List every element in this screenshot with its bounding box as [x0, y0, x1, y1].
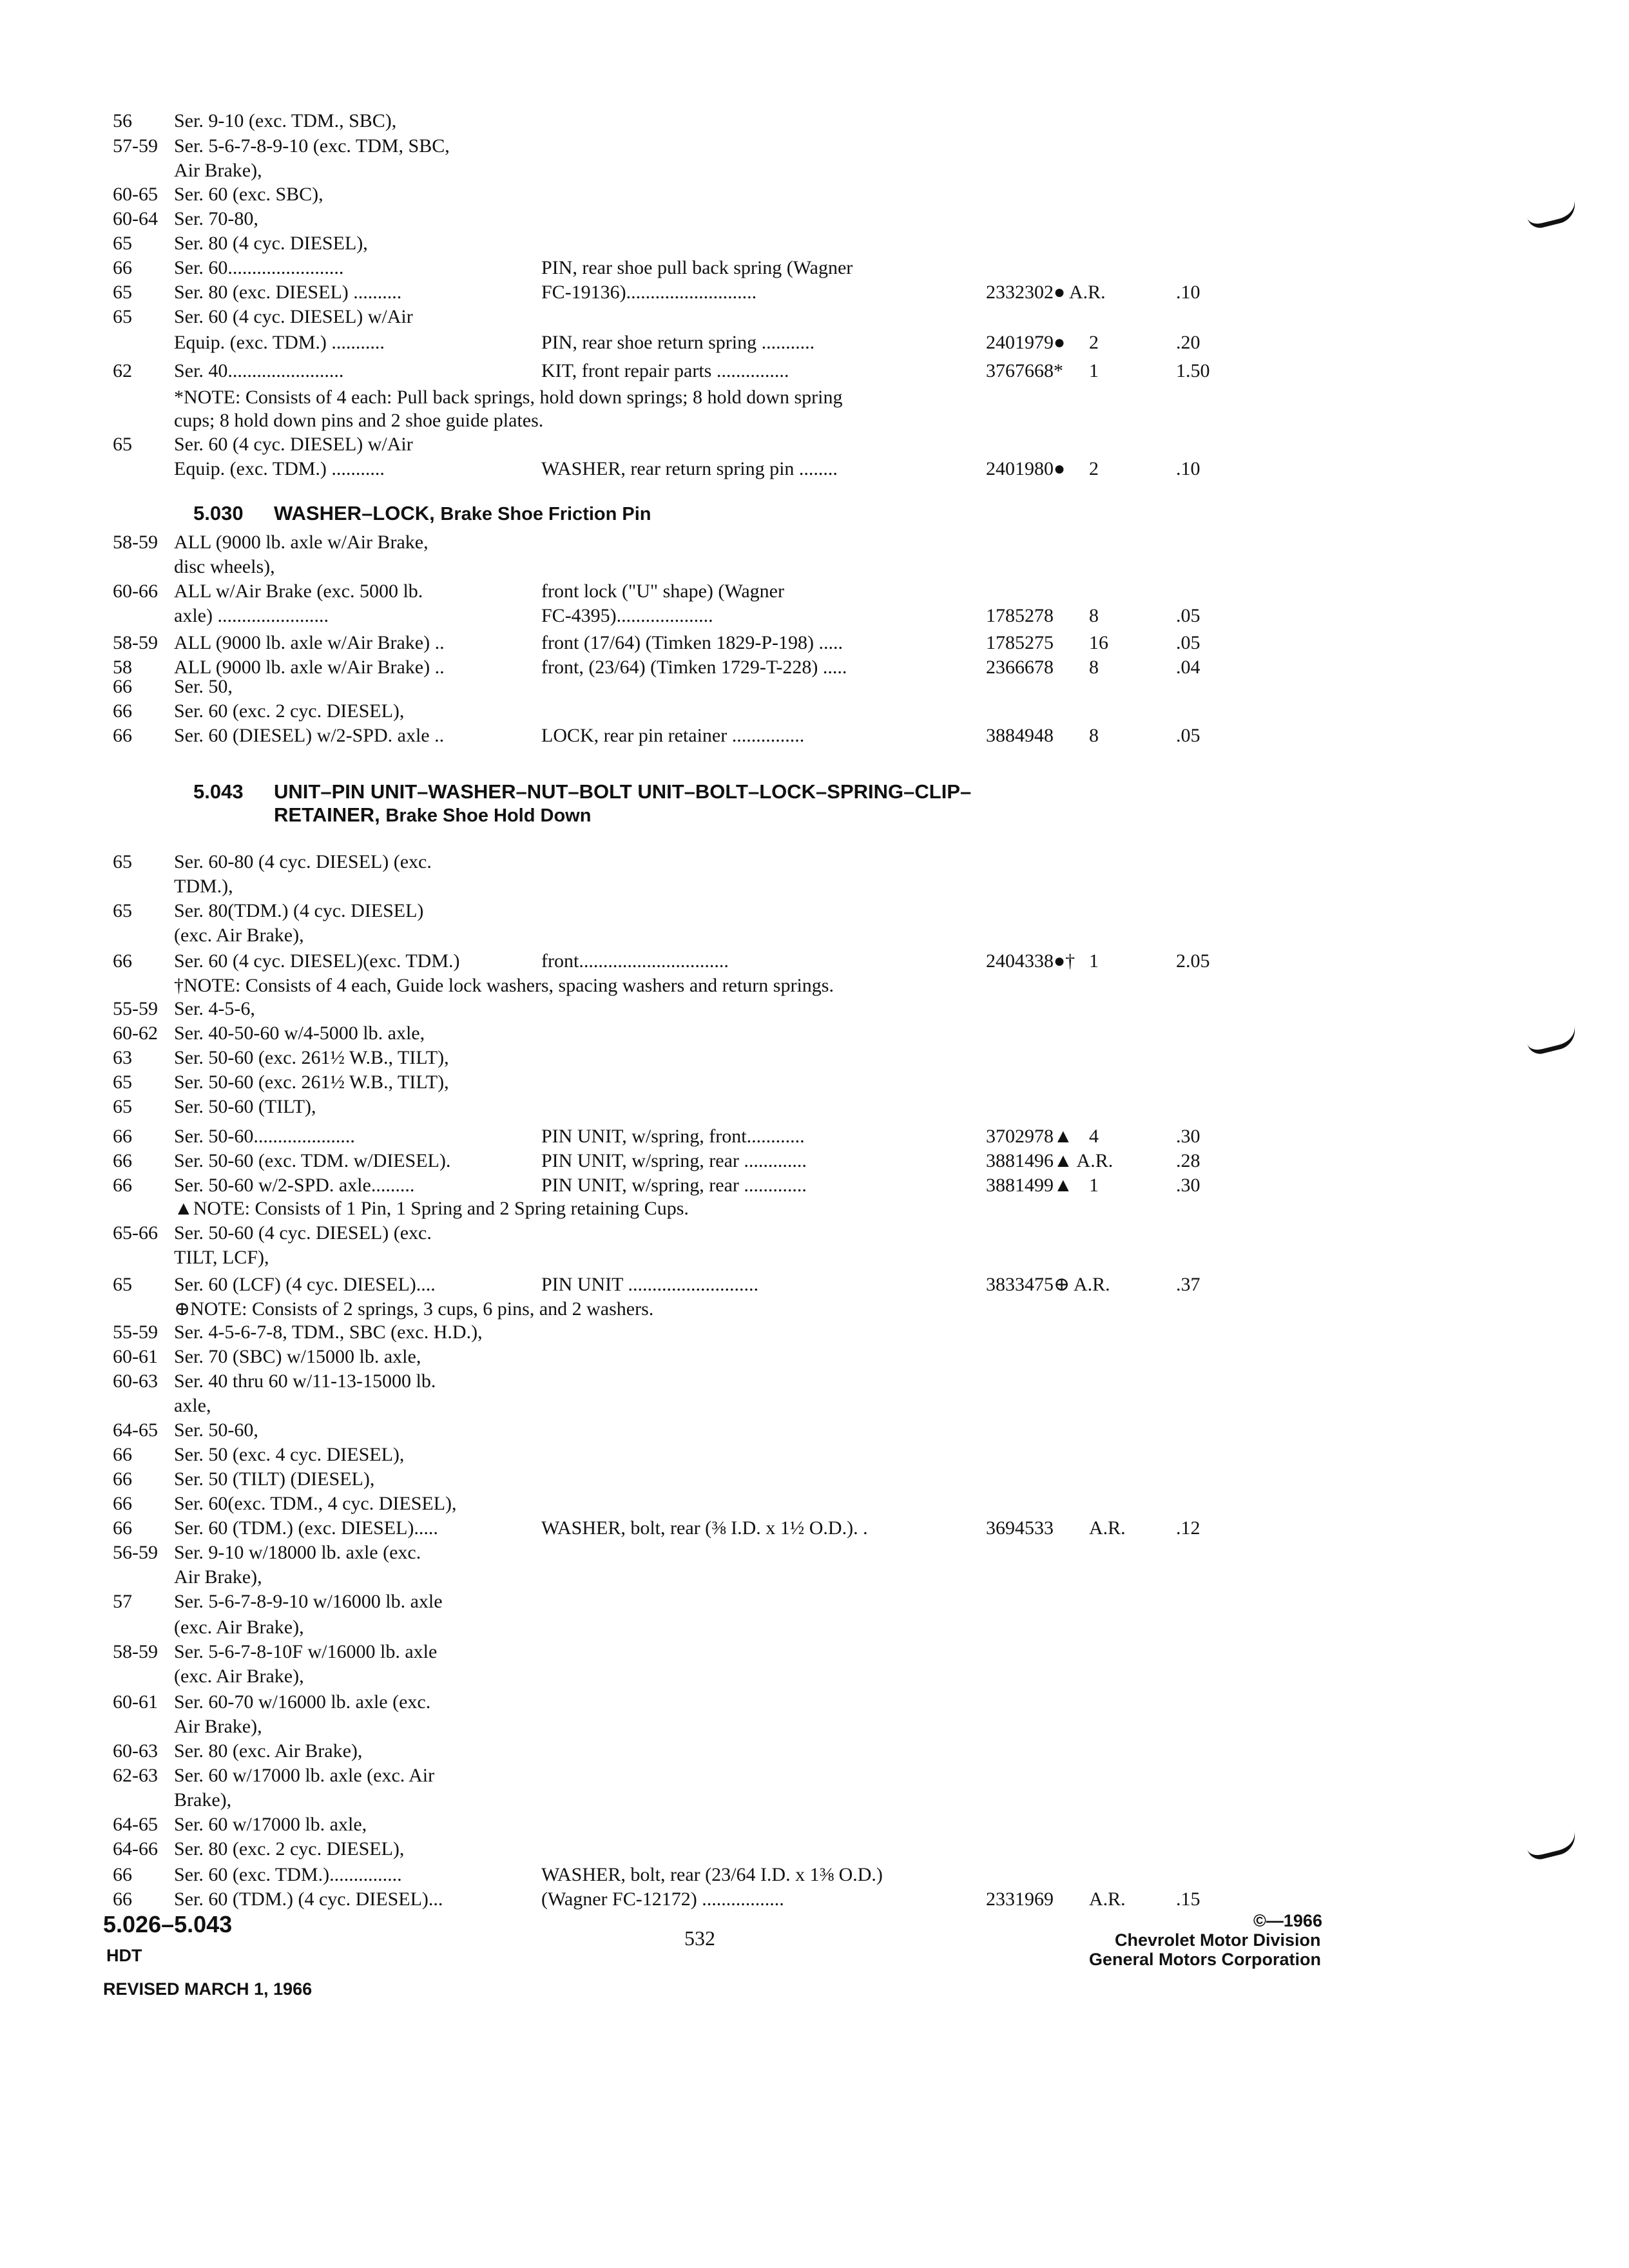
part-description: (Wagner FC-12172) ................. [541, 1888, 784, 1910]
year-range: 60-64 [113, 208, 158, 229]
year-range: 57-59 [113, 135, 158, 157]
parts-line [0, 1296, 1629, 1322]
part-description: WASHER, bolt, rear (⅜ I.D. x 1½ O.D.). . [541, 1517, 868, 1539]
application: Air Brake), [174, 1566, 262, 1588]
parts-line [0, 304, 1629, 330]
parts-line [0, 579, 1629, 604]
price: .20 [1176, 332, 1200, 353]
parts-line [0, 1714, 1629, 1740]
parts-line [0, 206, 1629, 232]
application: ALL (9000 lb. axle w/Air Brake, [174, 532, 429, 553]
parts-line [0, 255, 1629, 281]
parts-line [0, 1491, 1629, 1517]
application: Ser. 60 (4 cyc. DIESEL) w/Air [174, 306, 413, 327]
parts-line [0, 630, 1629, 656]
year-range: 64-65 [113, 1419, 158, 1441]
price: 2.05 [1176, 950, 1210, 972]
application: Ser. 60(exc. TDM., 4 cyc. DIESEL), [174, 1493, 457, 1514]
parts-line [0, 358, 1629, 384]
year-range: 66 [113, 1468, 132, 1490]
application: (exc. Air Brake), [174, 925, 304, 946]
year-range: 66 [113, 676, 132, 697]
parts-line [0, 280, 1629, 305]
price: .37 [1176, 1274, 1200, 1295]
year-range: 65 [113, 900, 132, 921]
quantity: 1 [1089, 1175, 1099, 1196]
price: .12 [1176, 1517, 1200, 1539]
parts-line [0, 1812, 1629, 1838]
price: .10 [1176, 282, 1200, 303]
year-range: 65-66 [113, 1222, 158, 1244]
application: Ser. 80(TDM.) (4 cyc. DIESEL) [174, 900, 424, 921]
part-description: PIN UNIT, w/spring, rear ............. [541, 1150, 807, 1171]
quantity: 4 [1089, 1126, 1099, 1147]
parts-line [0, 1094, 1629, 1120]
application: Ser. 9-10 w/18000 lb. axle (exc. [174, 1542, 421, 1563]
year-range: 58-59 [113, 532, 158, 553]
part-description: KIT, front repair parts ............... [541, 360, 789, 381]
application: Ser. 60 (TDM.) (exc. DIESEL)..... [174, 1517, 438, 1539]
application: Ser. 50-60 (TILT), [174, 1096, 316, 1117]
parts-line [0, 1393, 1629, 1419]
parts-line [0, 554, 1629, 580]
parts-line [0, 603, 1629, 629]
application: Ser. 50-60, [174, 1419, 258, 1441]
year-range: 58-59 [113, 1641, 158, 1662]
year-range: 60-65 [113, 184, 158, 205]
part-number: 2404338●† [986, 950, 1075, 972]
year-range: 66 [113, 1175, 132, 1196]
parts-line [0, 849, 1629, 875]
quantity: 8 [1089, 657, 1099, 678]
part-description: WASHER, bolt, rear (23/64 I.D. x 1⅜ O.D.) [541, 1864, 883, 1885]
application: disc wheels), [174, 556, 275, 577]
application: Ser. 5-6-7-8-9-10 w/16000 lb. axle [174, 1591, 443, 1612]
parts-line [0, 1220, 1629, 1246]
parts-line [0, 948, 1629, 974]
parts-line [0, 923, 1629, 948]
parts-line [0, 1148, 1629, 1174]
application: Equip. (exc. TDM.) ........... [174, 332, 385, 353]
section-number: 5.043 [193, 780, 244, 803]
quantity: 1 [1089, 950, 1099, 972]
application: Ser. 60........................ [174, 257, 344, 278]
quantity: A.R. [1089, 1517, 1126, 1539]
parts-line [0, 1589, 1629, 1615]
revised-date: REVISED MARCH 1, 1966 [103, 1979, 313, 1999]
part-number: 3833475⊕ A.R. [986, 1274, 1110, 1295]
year-range: 60-61 [113, 1346, 158, 1367]
year-range: 66 [113, 725, 132, 746]
application: Ser. 50-60..................... [174, 1126, 355, 1147]
application: Brake), [174, 1789, 232, 1811]
parts-line [0, 408, 1629, 434]
part-number: 2331969 [986, 1888, 1054, 1910]
year-range: 66 [113, 1126, 132, 1147]
part-description: PIN UNIT ........................... [541, 1274, 758, 1295]
year-range: 65 [113, 1274, 132, 1295]
application: Air Brake), [174, 160, 262, 181]
price: .30 [1176, 1175, 1200, 1196]
application: Ser. 60-80 (4 cyc. DIESEL) (exc. [174, 851, 432, 872]
parts-line [0, 1369, 1629, 1394]
application: (exc. Air Brake), [174, 1666, 304, 1687]
application: Ser. 70 (SBC) w/15000 lb. axle, [174, 1346, 421, 1367]
part-number: 2401980● [986, 458, 1066, 479]
application: Ser. 50-60 (4 cyc. DIESEL) (exc. [174, 1222, 432, 1244]
application: Ser. 80 (4 cyc. DIESEL), [174, 233, 368, 254]
application: †NOTE: Consists of 4 each, Guide lock washers, spacing washers and return springs. [174, 975, 834, 996]
price: .30 [1176, 1126, 1200, 1147]
year-range: 65 [113, 282, 132, 303]
application: Ser. 50-60 (exc. 261½ W.B., TILT), [174, 1072, 449, 1093]
part-number: 2332302● A.R. [986, 282, 1106, 303]
parts-line [0, 1466, 1629, 1492]
parts-line [0, 1272, 1629, 1298]
year-range: 64-65 [113, 1814, 158, 1835]
application: Ser. 80 (exc. Air Brake), [174, 1740, 363, 1762]
parts-line [0, 432, 1629, 457]
year-range: 60-61 [113, 1691, 158, 1713]
price: .05 [1176, 605, 1200, 626]
year-range: 66 [113, 1493, 132, 1514]
year-range: 65 [113, 1072, 132, 1093]
application: Ser. 60 (exc. TDM.)............... [174, 1864, 402, 1885]
parts-line [0, 182, 1629, 207]
application: Ser. 70-80, [174, 208, 258, 229]
part-number: 3694533 [986, 1517, 1054, 1539]
section-title-main: RETAINER, [274, 803, 380, 826]
part-description: FC-4395).................... [541, 605, 713, 626]
quantity: 8 [1089, 725, 1099, 746]
part-number: 1785275 [986, 632, 1054, 653]
application: Ser. 60 (LCF) (4 cyc. DIESEL).... [174, 1274, 436, 1295]
application: Ser. 4-5-6, [174, 998, 255, 1019]
section-range: 5.026–5.043 [103, 1911, 233, 1937]
application: ▲NOTE: Consists of 1 Pin, 1 Spring and 2 Spring retaining Cups. [174, 1198, 689, 1219]
parts-line [0, 1887, 1629, 1912]
parts-line [0, 108, 1629, 134]
part-description: PIN, rear shoe return spring ........... [541, 332, 815, 353]
price: 1.50 [1176, 360, 1210, 381]
parts-line [0, 1320, 1629, 1345]
application: Ser. 60 (exc. SBC), [174, 184, 323, 205]
model-code: HDT [106, 1946, 142, 1965]
year-range: 55-59 [113, 998, 158, 1019]
section-title [274, 501, 651, 526]
parts-line [0, 898, 1629, 924]
parts-line [0, 874, 1629, 899]
application: cups; 8 hold down pins and 2 shoe guide plates. [174, 410, 544, 431]
application: Air Brake), [174, 1716, 262, 1737]
price: .05 [1176, 632, 1200, 653]
year-range: 62 [113, 360, 132, 381]
parts-line [0, 1070, 1629, 1095]
parts-line [0, 1344, 1629, 1370]
parts-line [0, 231, 1629, 256]
parts-line [0, 133, 1629, 159]
part-number: 3881499▲ [986, 1175, 1073, 1196]
parts-line [0, 1639, 1629, 1665]
year-range: 62-63 [113, 1765, 158, 1786]
parts-line [0, 698, 1629, 724]
parts-line [0, 1173, 1629, 1198]
section-number: 5.030 [193, 502, 244, 524]
year-range: 66 [113, 950, 132, 972]
quantity: 2 [1089, 458, 1099, 479]
part-description: front, (23/64) (Timken 1729-T-228) ..... [541, 657, 847, 678]
application: Ser. 40 thru 60 w/11-13-15000 lb. [174, 1370, 436, 1392]
parts-line [0, 1763, 1629, 1789]
application: Ser. 80 (exc. 2 cyc. DIESEL), [174, 1838, 405, 1860]
application: Ser. 5-6-7-8-10F w/16000 lb. axle [174, 1641, 438, 1662]
parts-line [0, 996, 1629, 1022]
parts-line [0, 330, 1629, 356]
parts-line [0, 1664, 1629, 1689]
year-range: 55-59 [113, 1321, 158, 1343]
year-range: 66 [113, 1888, 132, 1910]
application: TDM.), [174, 876, 233, 897]
parts-line [0, 1540, 1629, 1566]
year-range: 65 [113, 306, 132, 327]
application: Ser. 60 (4 cyc. DIESEL) w/Air [174, 434, 413, 455]
year-range: 64-66 [113, 1838, 158, 1860]
part-description: FC-19136)........................... [541, 282, 757, 303]
year-range: 56 [113, 110, 132, 131]
division-name: Chevrolet Motor Division [1115, 1930, 1321, 1950]
parts-line [0, 1021, 1629, 1046]
application: Ser. 50-60 (exc. TDM. w/DIESEL). [174, 1150, 451, 1171]
quantity: 2 [1089, 332, 1099, 353]
application: Ser. 40........................ [174, 360, 344, 381]
part-description: front............................... [541, 950, 729, 972]
part-number: 1785278 [986, 605, 1054, 626]
year-range: 58 [113, 657, 132, 678]
application: Ser. 60 w/17000 lb. axle (exc. Air [174, 1765, 435, 1786]
year-range: 60-66 [113, 581, 158, 602]
part-description: PIN UNIT, w/spring, front............ [541, 1126, 805, 1147]
price: .05 [1176, 725, 1200, 746]
part-number: 3702978▲ [986, 1126, 1073, 1147]
parts-line [0, 1689, 1629, 1715]
application: Ser. 4-5-6-7-8, TDM., SBC (exc. H.D.), [174, 1321, 483, 1343]
year-range: 66 [113, 700, 132, 722]
application: Ser. 60 w/17000 lb. axle, [174, 1814, 367, 1835]
parts-line [0, 1442, 1629, 1468]
application: ⊕NOTE: Consists of 2 springs, 3 cups, 6 pins, and 2 washers. [174, 1298, 654, 1320]
parts-line [0, 1615, 1629, 1640]
part-number: 2401979● [986, 332, 1066, 353]
parts-line [0, 1418, 1629, 1443]
parts-line [0, 1564, 1629, 1590]
year-range: 63 [113, 1047, 132, 1068]
application: ALL (9000 lb. axle w/Air Brake) .. [174, 657, 445, 678]
price: .10 [1176, 458, 1200, 479]
application: Ser. 9-10 (exc. TDM., SBC), [174, 110, 397, 131]
year-range: 60-62 [113, 1023, 158, 1044]
parts-line [0, 1836, 1629, 1862]
part-description: PIN, rear shoe pull back spring (Wagner [541, 257, 853, 278]
application: Ser. 60 (exc. 2 cyc. DIESEL), [174, 700, 405, 722]
year-range: 57 [113, 1591, 132, 1612]
part-description: LOCK, rear pin retainer ............... [541, 725, 805, 746]
application: Ser. 50 (TILT) (DIESEL), [174, 1468, 375, 1490]
parts-line [0, 385, 1629, 410]
parts-line [0, 456, 1629, 482]
quantity: 8 [1089, 605, 1099, 626]
year-range: 65 [113, 233, 132, 254]
year-range: 65 [113, 434, 132, 455]
parts-line [0, 1045, 1629, 1071]
parts-line [0, 1787, 1629, 1813]
section-title-sub: Brake Shoe Friction Pin [440, 504, 651, 524]
year-range: 58-59 [113, 632, 158, 653]
application: Ser. 60-70 w/16000 lb. axle (exc. [174, 1691, 431, 1713]
year-range: 60-63 [113, 1370, 158, 1392]
corporation-name: General Motors Corporation [1089, 1950, 1322, 1969]
application: TILT, LCF), [174, 1247, 269, 1268]
application: Ser. 40-50-60 w/4-5000 lb. axle, [174, 1023, 425, 1044]
parts-line [0, 1196, 1629, 1222]
application: ALL (9000 lb. axle w/Air Brake) .. [174, 632, 445, 653]
year-range: 60-63 [113, 1740, 158, 1762]
part-number: 3884948 [986, 725, 1054, 746]
parts-line [0, 158, 1629, 184]
section-title-sub: Brake Shoe Hold Down [385, 805, 592, 826]
year-range: 65 [113, 1096, 132, 1117]
application: ALL w/Air Brake (exc. 5000 lb. [174, 581, 423, 602]
parts-line [0, 1738, 1629, 1764]
year-range: 66 [113, 1517, 132, 1539]
parts-line [0, 1515, 1629, 1541]
price: .04 [1176, 657, 1200, 678]
quantity: 16 [1089, 632, 1108, 653]
parts-line [0, 1124, 1629, 1149]
part-description: front (17/64) (Timken 1829-P-198) ..... [541, 632, 843, 653]
year-range: 66 [113, 1150, 132, 1171]
application: Ser. 50 (exc. 4 cyc. DIESEL), [174, 1444, 405, 1465]
year-range: 66 [113, 1864, 132, 1885]
part-description: PIN UNIT, w/spring, rear ............. [541, 1175, 807, 1196]
part-number: 3881496▲ A.R. [986, 1150, 1113, 1171]
part-number: 3767668* [986, 360, 1063, 381]
application: (exc. Air Brake), [174, 1617, 304, 1638]
application: Ser. 60 (4 cyc. DIESEL)(exc. TDM.) [174, 950, 460, 972]
application: axle) ....................... [174, 605, 329, 626]
application: Ser. 50, [174, 676, 233, 697]
application: Ser. 60 (DIESEL) w/2-SPD. axle .. [174, 725, 445, 746]
page-number: 532 [684, 1927, 715, 1950]
section-title: UNIT–PIN UNIT–WASHER–NUT–BOLT UNIT–BOLT–LOCK–SPRING–CLIP– [274, 780, 972, 803]
part-number: 2366678 [986, 657, 1054, 678]
application: Equip. (exc. TDM.) ........... [174, 458, 385, 479]
year-range: 66 [113, 257, 132, 278]
application: Ser. 5-6-7-8-9-10 (exc. TDM, SBC, [174, 135, 450, 157]
parts-line [0, 723, 1629, 749]
year-range: 66 [113, 1444, 132, 1465]
part-description: WASHER, rear return spring pin ........ [541, 458, 838, 479]
quantity: A.R. [1089, 1888, 1126, 1910]
application: Ser. 80 (exc. DIESEL) .......... [174, 282, 402, 303]
parts-line [0, 674, 1629, 700]
price: .15 [1176, 1888, 1200, 1910]
year-range: 56-59 [113, 1542, 158, 1563]
application: axle, [174, 1395, 211, 1416]
section-heading-5043-line2 [274, 803, 591, 828]
application: Ser. 50-60 w/2-SPD. axle......... [174, 1175, 415, 1196]
year-range: 65 [113, 851, 132, 872]
quantity: 1 [1089, 360, 1099, 381]
parts-line [0, 1245, 1629, 1271]
application: Ser. 60 (TDM.) (4 cyc. DIESEL)... [174, 1888, 443, 1910]
parts-line [0, 973, 1629, 999]
parts-line [0, 1862, 1629, 1888]
application: *NOTE: Consists of 4 each: Pull back springs, hold down springs; 8 hold down spring [174, 387, 843, 408]
parts-line [0, 530, 1629, 555]
section-title-main: WASHER–LOCK, [274, 502, 435, 524]
copyright: ©—1966 [1253, 1911, 1322, 1930]
part-description: front lock ("U" shape) (Wagner [541, 581, 784, 602]
application: Ser. 50-60 (exc. 261½ W.B., TILT), [174, 1047, 449, 1068]
price: .28 [1176, 1150, 1200, 1171]
